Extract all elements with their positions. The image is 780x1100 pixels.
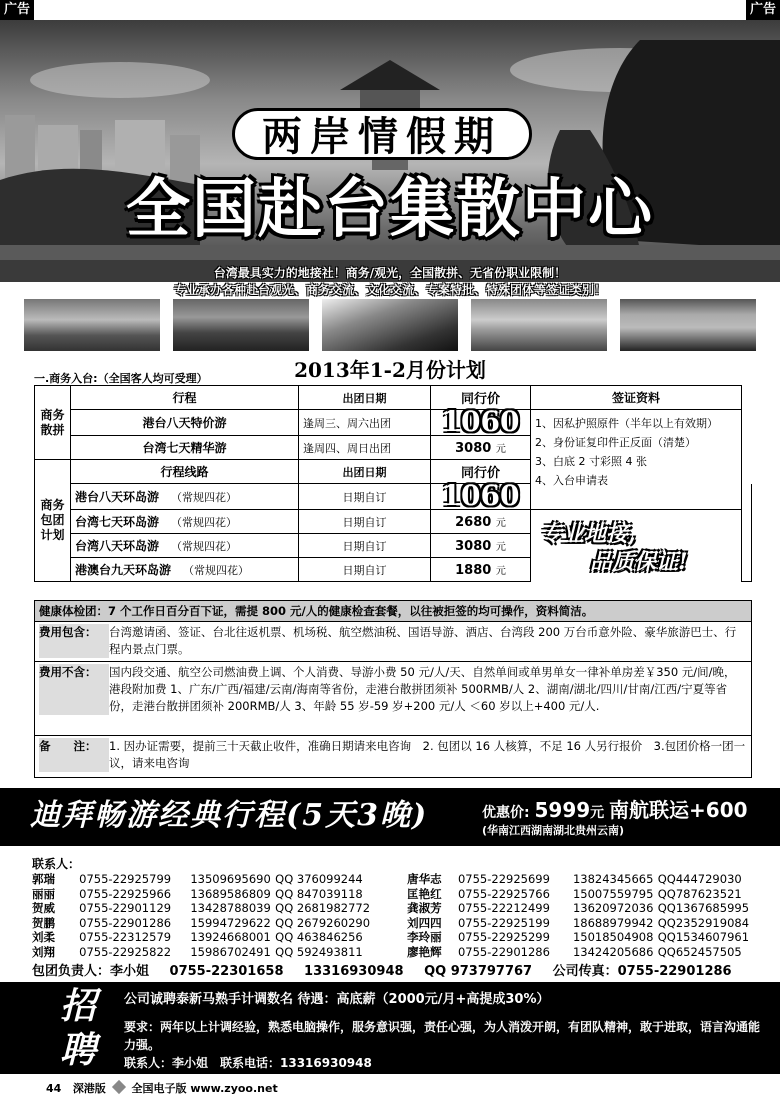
tour-route: 台湾七天环岛游 （常规四花）: [71, 510, 299, 534]
tour-route: 台湾八天环岛游 （常规四花）: [71, 534, 299, 558]
contact-mobile2-col: [573, 872, 658, 959]
ad-tag-right: 广告: [746, 0, 780, 20]
contact-cell: 13509695690: [190, 872, 271, 886]
contact-cell: 贺威: [32, 901, 55, 915]
visa-item: 3、白底 2 寸彩照 4 张: [535, 455, 647, 468]
contact-cell: 13824345665: [572, 872, 654, 886]
slogan-2: 专业承办各种赴台观光、商务交流、文化交流、专案特批、特殊团体等签证类别！: [173, 283, 606, 297]
contact-cell: 15994729622: [190, 915, 271, 930]
ad-tag-left: 广告: [0, 0, 34, 20]
contact-cell: 15018504908: [572, 930, 654, 944]
col-price2: 同行价: [431, 460, 531, 484]
tour-price: 1880 元: [431, 558, 531, 582]
dubai-price: 优惠价: 5999元 南航联运+600: [482, 798, 748, 822]
group-manager: [32, 960, 752, 979]
photo-lake: [171, 297, 311, 353]
health-check-note: 健康体检团：7 个工作日百分百下证，需提 800 元/人的健康检查套餐，以往被拒签的均可操作，资料简洁。: [34, 600, 752, 622]
tour-route: 港台八天特价游: [71, 410, 299, 436]
contact-cell: 刘柔: [32, 930, 55, 944]
dubai-title: 迪拜畅游经典行程(5天3晚): [30, 798, 429, 833]
tour-date: 逢周四、周日出团: [299, 436, 431, 460]
tour-date: 日期自订: [299, 534, 431, 558]
contact-cell: 0755-22925766: [457, 886, 550, 901]
tour-price: 3080 元: [431, 436, 531, 460]
contact-grid: [32, 872, 752, 959]
edition-label: 深港版: [72, 1082, 106, 1095]
contact-cell: 15986702491: [190, 944, 271, 959]
contact-cell: 刘翔: [32, 944, 55, 959]
site-label: 全国电子版 www.zyoo.net: [131, 1082, 278, 1095]
contact-cell: QQ444729030: [657, 872, 742, 886]
contact-cell: 0755-22901286: [79, 915, 172, 930]
contact-cell: 13689586809: [190, 886, 271, 901]
contact-phone-col: [79, 872, 190, 959]
contact-name-col: [32, 872, 79, 959]
dubai-banner: [0, 788, 780, 846]
contact-cell: 龚淑芳: [407, 901, 442, 915]
contact-cell: QQ2352919084: [657, 915, 750, 930]
hero-subtitle: 两岸情假期: [232, 108, 532, 160]
recruit-headline: 公司诚聘泰新马熟手计调数名 待遇：高底薪（2000元/月+高提成30%）: [124, 992, 550, 1007]
recruit-contact: 联系人：李小姐 联系电话：13316930948: [124, 1056, 372, 1070]
contact-mobile-col: [190, 872, 275, 959]
col-route2: 行程线路: [71, 460, 299, 484]
contact-cell: 李玲丽: [407, 930, 442, 944]
contact-cell: 13428788039: [190, 901, 271, 915]
contact-cell: QQ 592493811: [275, 944, 363, 959]
contact-cell: 0755-22212499: [457, 901, 550, 915]
contact-cell: 丽丽: [32, 886, 55, 901]
page-number: 44: [46, 1082, 62, 1095]
table-row: [35, 410, 752, 436]
fee-included-label: 费用包含：: [39, 624, 109, 658]
visa-requirements: [531, 410, 742, 510]
contact-cell: 0755-22901129: [79, 901, 172, 915]
slogan-1: 台湾最具实力的地接社！商务/观光，全国散拼、无省份职业限制！: [213, 266, 567, 280]
tour-date: 日期自订: [299, 510, 431, 534]
col-route: 行程: [71, 386, 299, 410]
tour-price: 1060: [431, 410, 531, 436]
tour-route: 港台八天环岛游 （常规四花）: [71, 484, 299, 510]
contact-cell: QQ 847039118: [275, 886, 363, 901]
contact-list: [32, 855, 752, 959]
fee-excluded-label: 费用不含：: [39, 664, 109, 715]
visa-item: 2、身份证复印件正反面（清楚）: [535, 436, 696, 449]
remarks: [34, 736, 752, 778]
fee-excluded: [34, 662, 752, 736]
fee-excluded-text: 国内段交通、航空公司燃油费上调、个人消费、导游小费 50 元/人/天、自然单间或单男单女一律补单房差￥350 元/间/晚，港段附加费 1、广东/广西/福建/云南/海南等省份，走港台散拼团须补 500RMB/人 2、湖南/湖北/四川/甘南/江西/宁夏等省份，走港台散拼团须补 200RMB/人 3、年龄 55 岁-59 岁+200 元/人 ＜60 岁以上+400 元/人.: [109, 665, 736, 713]
visa-item: 1、因私护照原件（半年以上有效期）: [535, 417, 718, 430]
contact-cell: QQ 2681982772: [275, 901, 371, 915]
tour-route: 港澳台九天环岛游 （常规四花）: [71, 558, 299, 582]
manager-phone: 0755-22301658: [169, 964, 284, 979]
visa-item: 4、入台申请表: [535, 474, 608, 487]
dubai-regions: (华南江西湖南湖北贵州云南): [482, 824, 625, 837]
tour-date: 逢周三、周六出团: [299, 410, 431, 436]
group1-label: 商务散拼: [35, 386, 71, 460]
contact-phone2-col: [458, 872, 573, 959]
contact-cell: 0755-22925299: [457, 930, 550, 944]
photo-train: [320, 297, 460, 353]
contact-cell: 0755-22925199: [457, 915, 550, 930]
recruit-char-1: 招: [60, 985, 97, 1027]
col-date2: 出团日期: [299, 460, 431, 484]
business-note: 一.商务入台:（全国客人均可受理）: [34, 372, 208, 385]
contact-cell: 0755-22901286: [457, 944, 550, 959]
company-fax: 公司传真：0755-22901286: [552, 964, 732, 979]
page-footer: [46, 1080, 278, 1096]
tour-price: 3080 元: [431, 534, 531, 558]
contact-name2-col: [407, 872, 458, 959]
contact-cell: QQ787623521: [657, 886, 742, 901]
contact-cell: 贺鹏: [32, 915, 55, 930]
contact-cell: 0755-22925799: [79, 872, 172, 886]
col-visa: 签证资料: [531, 386, 742, 410]
contact-cell: QQ 2679260290: [275, 915, 371, 930]
manager-qq: QQ 973797767: [424, 964, 533, 979]
contact-cell: 0755-22925699: [457, 872, 550, 886]
contact-cell: 刘四四: [407, 915, 442, 930]
contact-cell: 郭瑞: [32, 872, 55, 886]
photo-strip: [22, 297, 758, 353]
recruitment-banner: [0, 982, 780, 1074]
photo-sunmoon-lake: [618, 297, 758, 353]
contacts-header: 联系人：: [32, 857, 81, 871]
tour-route: 台湾七天精华游: [71, 436, 299, 460]
tour-price: 2680 元: [431, 510, 531, 534]
contact-cell: QQ1367685995: [657, 901, 750, 915]
tour-price: 1060: [431, 484, 531, 510]
contact-qq2-col: [658, 872, 752, 959]
contact-cell: QQ 376099244: [275, 872, 363, 886]
contact-cell: QQ1534607961: [657, 930, 750, 944]
fee-included: [34, 622, 752, 662]
contact-cell: 15007559795: [572, 886, 654, 901]
recruit-requirements: 要求：两年以上计调经验，熟悉电脑操作，服务意识强，责任心强，为人消泼开朗，有团队精神，敢于进取，语言沟通能力强。: [124, 1020, 761, 1052]
manager-mobile: 13316930948: [304, 964, 404, 979]
contact-cell: 13620972036: [572, 901, 654, 915]
recruit-char-2: 聘: [60, 1029, 97, 1071]
tour-date: 日期自订: [299, 484, 431, 510]
contact-cell: 18688979942: [572, 915, 654, 930]
col-price: 同行价: [431, 386, 531, 410]
hero-banner: [0, 20, 780, 282]
contact-qq-col: [275, 872, 407, 959]
contact-cell: 0755-22925822: [79, 944, 172, 959]
quality-slogan: 专业地接, 品质保证!: [540, 521, 688, 575]
contact-cell: 13424205686: [572, 944, 654, 959]
contact-cell: 廖艳辉: [407, 944, 442, 959]
col-date: 出团日期: [299, 386, 431, 410]
contact-cell: QQ 463846256: [275, 930, 363, 944]
photo-memorial: [469, 297, 609, 353]
contact-cell: 0755-22312579: [79, 930, 172, 944]
plan-title: 2013年1-2月份计划: [294, 358, 486, 382]
fee-included-text: 台湾邀请函、签证、台北往返机票、机场税、航空燃油税、国语导游、酒店、台湾段 200 万台币意外险、豪华旅游巴士、行程内景点门票。: [109, 625, 737, 656]
remarks-text: 1. 因办证需要，提前三十天截止收件，准确日期请来电咨询 2. 包团以 16 人核算，不足 16 人另行报价 3.包团价格一团一议，请来电咨询: [109, 739, 746, 770]
group2-label: 商务包团计划: [35, 460, 71, 582]
contact-cell: QQ652457505: [657, 944, 742, 959]
remarks-label: 备 注：: [39, 738, 109, 772]
hero-title: 全国赴台集散中心: [126, 172, 654, 247]
manager-label: 包团负责人：李小姐: [32, 964, 150, 979]
contact-cell: 匡艳红: [407, 886, 442, 901]
photo-coast: [22, 297, 162, 353]
contact-cell: 0755-22925966: [79, 886, 172, 901]
top-bar: [0, 0, 780, 20]
contact-cell: 13924668001: [190, 930, 271, 944]
tour-date: 日期自订: [299, 558, 431, 582]
contact-cell: 唐华志: [407, 872, 442, 886]
diamond-icon: [112, 1080, 126, 1094]
